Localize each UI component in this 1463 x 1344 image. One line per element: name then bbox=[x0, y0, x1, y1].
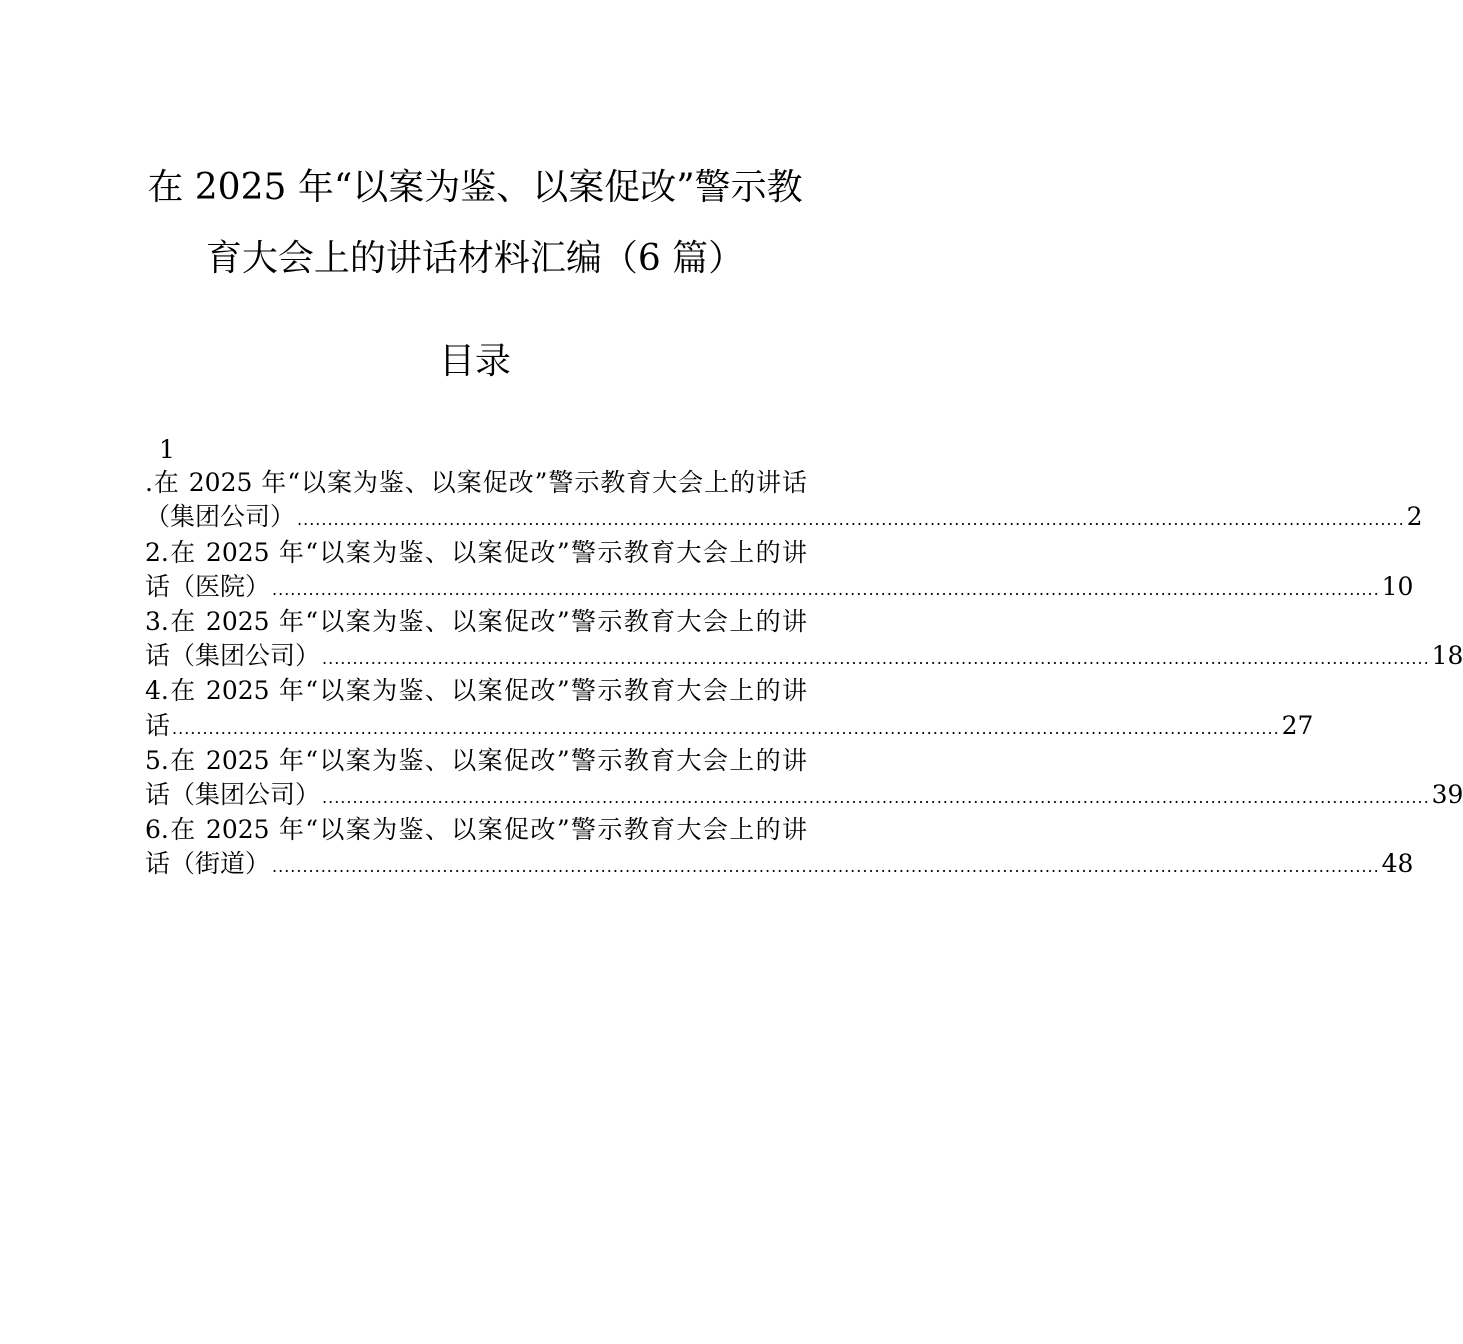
toc-entry-2-page-number: 10 bbox=[1381, 572, 1414, 601]
toc-heading: 目录 bbox=[438, 341, 511, 382]
toc-entry-2-subtitle: 话（医院） bbox=[145, 572, 271, 601]
toc-entry-1-dot-leader: ...................................................................................................................................................................................... bbox=[297, 510, 1405, 529]
toc-entry-5-page-number: 39 bbox=[1431, 780, 1463, 809]
document-title-line-2: 育大会上的讲话材料汇编（6 篇） bbox=[205, 238, 745, 279]
toc-entry-1-page-number: 2 bbox=[1406, 502, 1423, 531]
toc-entry-4-dot-leader: ...................................................................................................................................................................................... bbox=[172, 719, 1280, 738]
toc-entry-3-subtitle: 话（集团公司） bbox=[145, 641, 321, 670]
toc-entry-2-dot-leader: ...................................................................................................................................................................................... bbox=[272, 580, 1380, 599]
toc-entry-3-leader-line[interactable] bbox=[145, 639, 1463, 673]
toc-entry-2-leader-line[interactable] bbox=[145, 570, 1414, 604]
toc-entry-4-subtitle: 话 bbox=[145, 711, 171, 740]
toc-entry-4-page-number: 27 bbox=[1281, 711, 1314, 740]
toc-entry-3-page-number: 18 bbox=[1431, 641, 1463, 670]
toc-entry-2-title-line[interactable]: 2.在 2025 年“以案为鉴、以案促改”警示教育大会上的讲 bbox=[145, 538, 807, 567]
toc-entry-4-leader-line[interactable] bbox=[145, 709, 1314, 743]
toc-entry-6-title-line[interactable]: 6.在 2025 年“以案为鉴、以案促改”警示教育大会上的讲 bbox=[145, 815, 807, 844]
toc-entry-6-subtitle: 话（街道） bbox=[145, 849, 271, 878]
document-title-line-1: 在 2025 年“以案为鉴、以案促改”警示教 bbox=[147, 167, 803, 208]
toc-entry-3-dot-leader: ...................................................................................................................................................................................... bbox=[322, 649, 1430, 668]
toc-entry-5-title-line[interactable]: 5.在 2025 年“以案为鉴、以案促改”警示教育大会上的讲 bbox=[145, 746, 807, 775]
toc-entry-5-subtitle: 话（集团公司） bbox=[145, 780, 321, 809]
toc-entry-5-dot-leader: ...................................................................................................................................................................................... bbox=[322, 788, 1430, 807]
toc-entry-1-subtitle: （集团公司） bbox=[145, 502, 296, 531]
toc-entry-1-leader-line[interactable] bbox=[145, 500, 1423, 534]
toc-entry-6-page-number: 48 bbox=[1381, 849, 1414, 878]
toc-entry-4-title-line[interactable]: 4.在 2025 年“以案为鉴、以案促改”警示教育大会上的讲 bbox=[145, 676, 807, 705]
toc-entry-6-leader-line[interactable] bbox=[145, 847, 1414, 881]
toc-entry-5-leader-line[interactable] bbox=[145, 778, 1463, 812]
toc-entry-6-dot-leader: ...................................................................................................................................................................................... bbox=[272, 857, 1380, 876]
toc-entry-3-title-line[interactable]: 3.在 2025 年“以案为鉴、以案促改”警示教育大会上的讲 bbox=[145, 607, 807, 636]
toc-entry-1-number: 1 bbox=[159, 435, 175, 464]
toc-entry-1-title-line[interactable]: .在 2025 年“以案为鉴、以案促改”警示教育大会上的讲话 bbox=[145, 468, 807, 497]
